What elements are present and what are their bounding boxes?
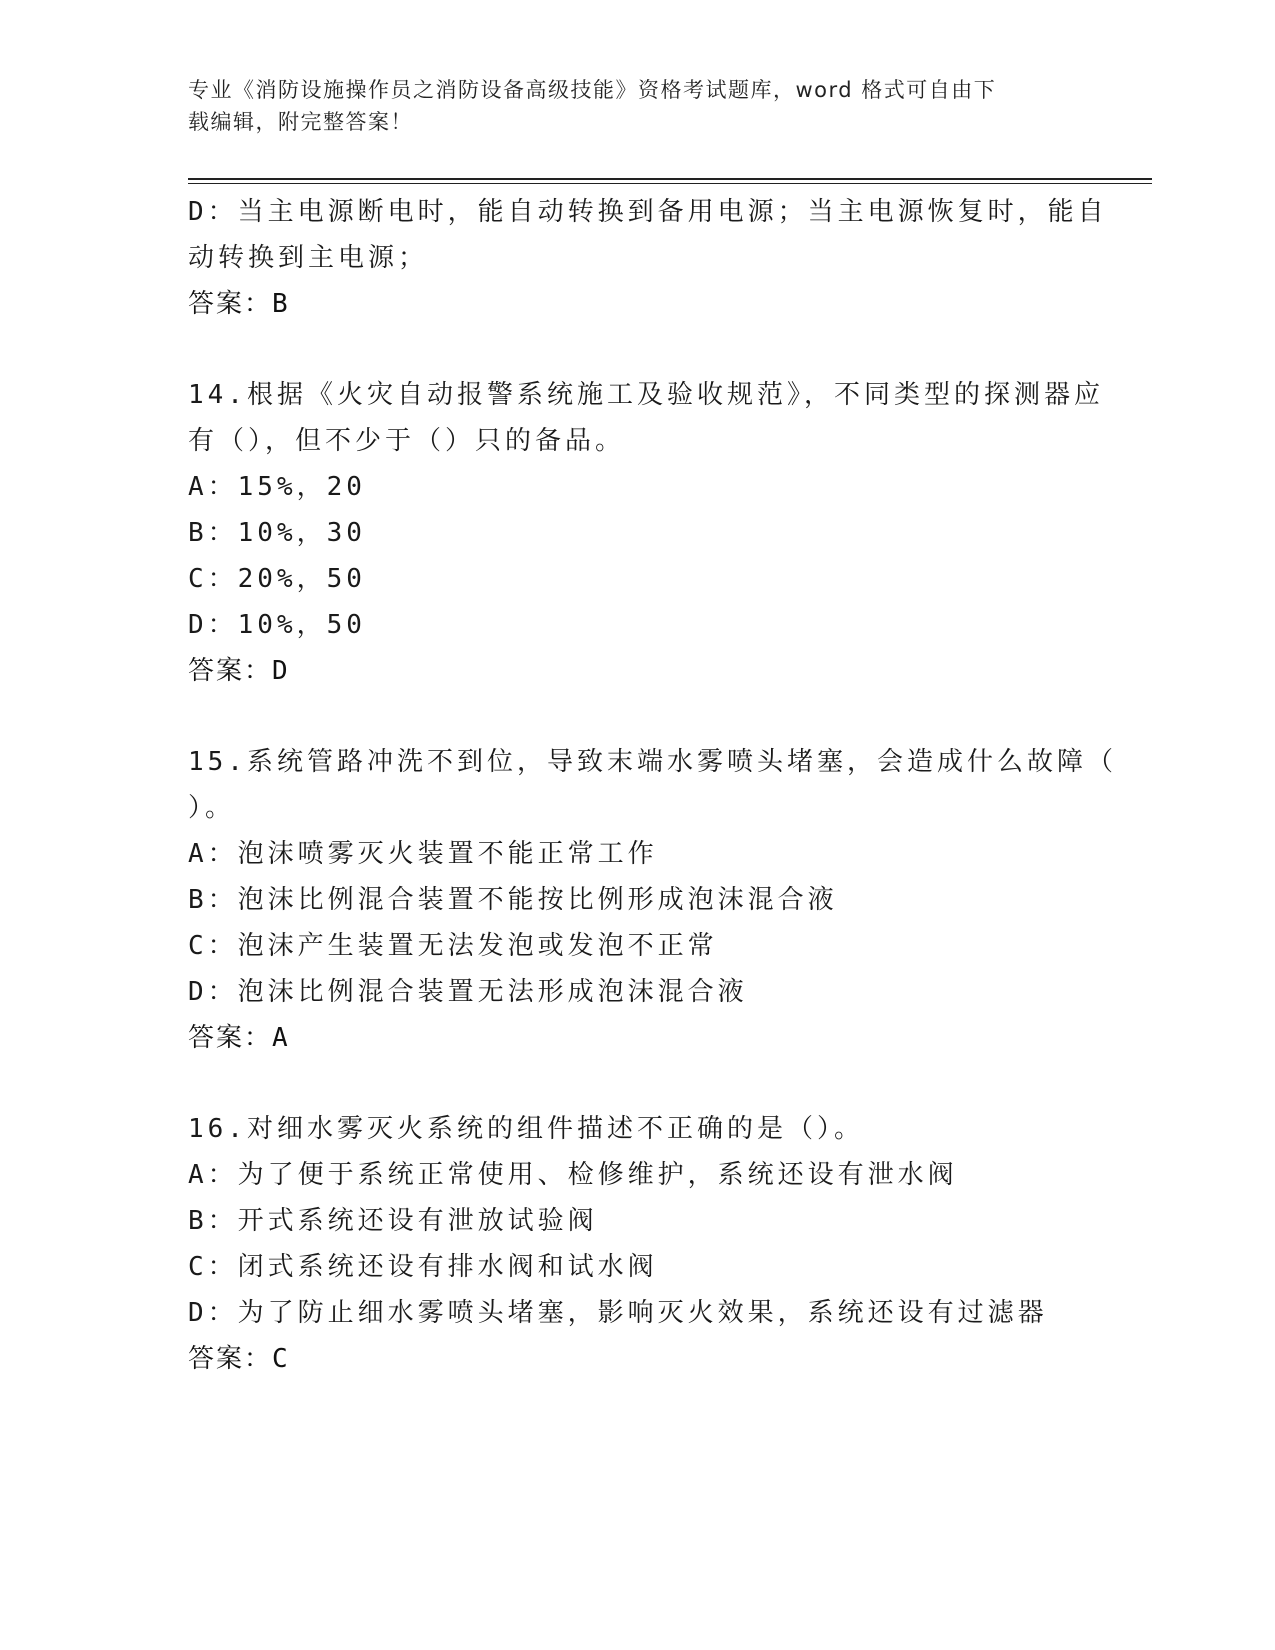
- question-list: [188, 189, 1117, 1427]
- option-a: A：泡沫喷雾灭火装置不能正常工作: [188, 839, 658, 869]
- option-a: A：为了便于系统正常使用、检修维护，系统还设有泄水阀: [188, 1160, 958, 1190]
- question-stem-continued: 有（），但不少于（）只的备品。: [188, 426, 626, 456]
- option-b: B：开式系统还设有泄放试验阀: [188, 1206, 598, 1236]
- option-d: D：当主电源断电时，能自动转换到备用电源；当主电源恢复时，能自: [188, 197, 1108, 227]
- option-d: D：为了防止细水雾喷头堵塞，影响灭火效果，系统还设有过滤器: [188, 1298, 1048, 1328]
- answer-line: [188, 1336, 1088, 1382]
- question-stem-continued: ）。: [188, 793, 236, 823]
- answer-label: 答案：: [188, 1023, 273, 1053]
- question-14: [188, 372, 1104, 694]
- question-16: [188, 1106, 1088, 1382]
- question-stem: 16.对细水雾灭火系统的组件描述不正确的是（）。: [188, 1114, 864, 1144]
- header-line-1: 专业《消防设施操作员之消防设备高级技能》资格考试题库，word 格式可自由下: [188, 78, 997, 102]
- answer-line: [188, 1015, 1088, 1061]
- answer-value: D: [272, 656, 290, 686]
- header-line-2: 载编辑，附完整答案！: [188, 110, 413, 134]
- question-13-tail: [188, 189, 1108, 327]
- answer-value: B: [272, 289, 290, 319]
- header-divider-thick: [188, 178, 1152, 180]
- option-b: B：泡沫比例混合装置不能按比例形成泡沫混合液: [188, 885, 838, 915]
- question-stem: 14.根据《火灾自动报警系统施工及验收规范》，不同类型的探测器应: [188, 380, 1104, 410]
- answer-line: [188, 648, 1088, 694]
- answer-label: 答案：: [188, 656, 273, 686]
- option-c: C：闭式系统还设有排水阀和试水阀: [188, 1252, 658, 1282]
- option-d: D：泡沫比例混合装置无法形成泡沫混合液: [188, 977, 748, 1007]
- option-d: D：10%，50: [188, 610, 366, 640]
- option-d-continued: 动转换到主电源；: [188, 243, 429, 273]
- option-b: B：10%，30: [188, 518, 366, 548]
- answer-label: 答案：: [188, 289, 273, 319]
- answer-label: 答案：: [188, 1344, 273, 1374]
- answer-value: A: [272, 1023, 290, 1053]
- answer-line: [188, 281, 1088, 327]
- option-c: C：20%，50: [188, 564, 366, 594]
- answer-value: C: [272, 1344, 290, 1374]
- question-stem: 15.系统管路冲洗不到位，导致末端水雾喷头堵塞，会造成什么故障（: [188, 747, 1117, 777]
- option-c: C：泡沫产生装置无法发泡或发泡不正常: [188, 931, 718, 961]
- page-header: [188, 74, 1088, 138]
- question-15: [188, 739, 1117, 1061]
- header-divider-thin: [188, 183, 1152, 184]
- option-a: A：15%，20: [188, 472, 366, 502]
